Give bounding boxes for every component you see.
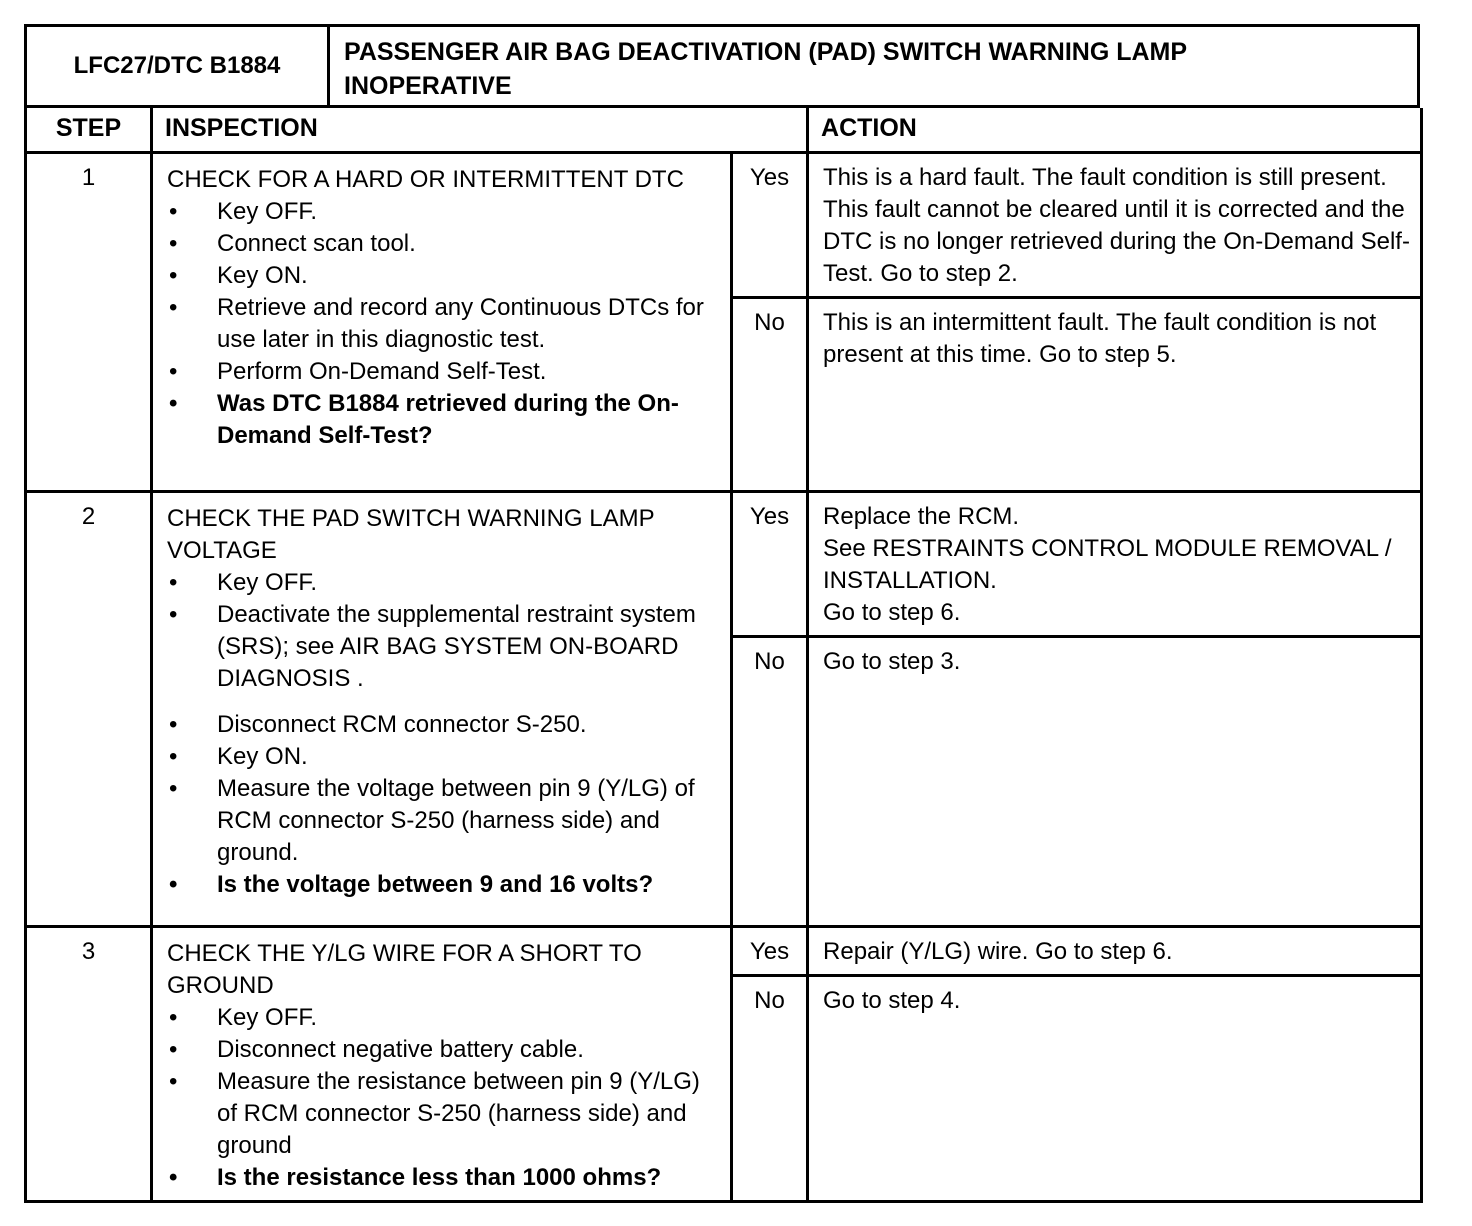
- title-line-1: PASSENGER AIR BAG DEACTIVATION (PAD) SWITCH WARNING LAMP: [344, 38, 1188, 66]
- step-number: 1: [26, 152, 152, 491]
- diagnostic-table: [24, 108, 1423, 1203]
- page-title: [330, 27, 1417, 105]
- column-header-inspection: INSPECTION: [152, 108, 808, 152]
- step-number: 3: [26, 926, 152, 1201]
- no-label: No: [732, 636, 808, 926]
- table-row: [26, 491, 1422, 636]
- action-line: Replace the RCM.: [823, 502, 1020, 530]
- list-item: • Measure the voltage between pin 9 (Y/LG) of RCM connector S-250 (harness side) and ground.: [167, 773, 718, 869]
- table-row: [26, 926, 1422, 975]
- list-item: • Key ON.: [167, 260, 718, 292]
- step-heading: CHECK THE Y/LG WIRE FOR A SHORT TO GROUND: [167, 939, 642, 999]
- yes-action: This is a hard fault. The fault condition is still present. This fault cannot be cleared until it is corrected and the DTC is no longer retrieved during the On-Demand Self-Test. Go to step 2.: [808, 152, 1422, 297]
- list-item: • Key OFF.: [167, 196, 718, 228]
- inspection-list: [167, 1002, 718, 1194]
- list-item: • Deactivate the supplemental restraint system (SRS); see AIR BAG SYSTEM ON-BOARD DIAGNOSIS .: [167, 599, 718, 695]
- list-item: • Perform On-Demand Self-Test.: [167, 356, 718, 388]
- title-line-2: INOPERATIVE: [344, 72, 512, 100]
- list-item: • Key OFF.: [167, 1002, 718, 1034]
- list-item-question: • Is the resistance less than 1000 ohms?: [167, 1162, 718, 1194]
- yes-action: Repair (Y/LG) wire. Go to step 6.: [808, 926, 1422, 975]
- yes-action: [808, 491, 1422, 636]
- list-item: • Disconnect RCM connector S-250.: [167, 709, 718, 741]
- no-action: This is an intermittent fault. The fault condition is not present at this time. Go to step 5.: [808, 297, 1422, 491]
- list-item: • Key ON.: [167, 741, 718, 773]
- column-header-row: [26, 108, 1422, 152]
- table-row: [26, 152, 1422, 297]
- step-number: 2: [26, 491, 152, 926]
- action-line: See RESTRAINTS CONTROL MODULE REMOVAL / INSTALLATION.: [823, 534, 1392, 594]
- inspection-cell: [152, 926, 732, 1201]
- list-item: • Retrieve and record any Continuous DTCs for use later in this diagnostic test.: [167, 292, 718, 356]
- inspection-cell: [152, 491, 732, 926]
- list-item: • Key OFF.: [167, 567, 718, 599]
- no-label: No: [732, 297, 808, 491]
- column-header-step: STEP: [26, 108, 152, 152]
- inspection-list: [167, 196, 718, 452]
- no-action: Go to step 3.: [808, 636, 1422, 926]
- step-heading: CHECK THE PAD SWITCH WARNING LAMP VOLTAGE: [167, 504, 655, 564]
- inspection-cell: [152, 152, 732, 491]
- no-action: Go to step 4.: [808, 975, 1422, 1201]
- yes-label: Yes: [732, 926, 808, 975]
- step-heading: CHECK FOR A HARD OR INTERMITTENT DTC: [167, 165, 684, 193]
- list-item: • Disconnect negative battery cable.: [167, 1034, 718, 1066]
- action-line: Go to step 6.: [823, 598, 961, 626]
- list-item: • Measure the resistance between pin 9 (Y/LG) of RCM connector S-250 (harness side) and ground: [167, 1066, 718, 1162]
- list-item-question: • Is the voltage between 9 and 16 volts?: [167, 869, 718, 901]
- list-item: • Connect scan tool.: [167, 228, 718, 260]
- inspection-list: [167, 567, 718, 901]
- diagnostic-sheet: [24, 24, 1420, 1203]
- dtc-code: LFC27/DTC B1884: [27, 27, 330, 105]
- title-row: [24, 24, 1420, 108]
- yes-label: Yes: [732, 152, 808, 297]
- yes-label: Yes: [732, 491, 808, 636]
- no-label: No: [732, 975, 808, 1201]
- list-item-question: • Was DTC B1884 retrieved during the On-Demand Self-Test?: [167, 388, 718, 452]
- column-header-action: ACTION: [808, 108, 1422, 152]
